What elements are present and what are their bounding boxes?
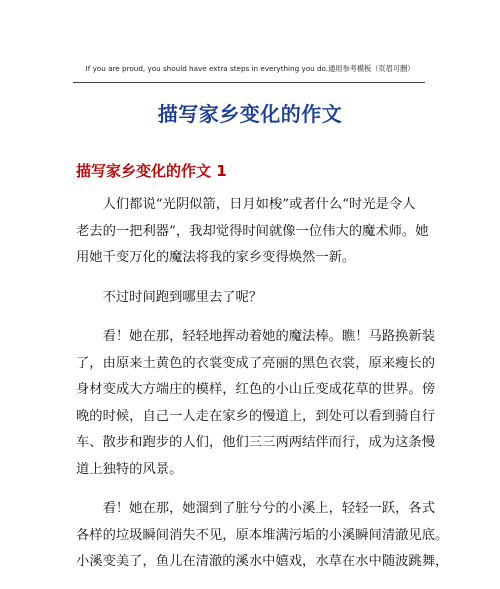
text-line: 看！她在那，轻轻地挥动着她的魔法棒。瞧！马路换新装 [102,329,436,344]
text-line: 车、散步和跑步的人们，他们三三两两结伴而行，成为这条慢 [76,435,436,450]
body-text [76,192,449,589]
paragraph-3 [76,324,436,483]
page-header: If you are proud, you should have extra steps in everything you do.通用参考模板（页眉可删） [85,64,415,73]
document-title: 描写家乡变化的作文 [157,102,343,126]
text-line: 道上独特的风景。 [76,461,183,477]
text-line: 不过时间跑到哪里去了呢？ [102,289,263,305]
text-line: 老去的一把利器”，我却觉得时间就像一位伟大的魔术师。她 [76,223,429,239]
text-line: 人们都说“光阴似箭，日月如梭”或者什么“时光是令人 [102,197,416,212]
header-divider [73,82,425,83]
paragraph-2 [76,285,432,312]
paragraph-1 [76,192,432,272]
text-line: 看！她在那，她溜到了脏兮兮的小溪上，轻轻一跃，各式 [102,501,436,516]
paragraph-4 [76,496,449,576]
text-line: 用她千变万化的魔法将我的家乡变得焕然一新。 [76,250,356,265]
text-line: 小溪变美了，鱼儿在清澈的溪水中嬉戏，水草在水中随波跳舞， [76,554,449,569]
text-line: 了，由原来土黄色的衣裳变成了亮丽的黑色衣裳，原来瘦长的 [76,355,436,371]
text-line: 晚的时候，自己一人走在家乡的慢道上，到处可以看到骑自行 [76,408,436,424]
text-line: 各样的垃圾瞬间消失不见，原本堆满污垢的小溪瞬间清澈见底。 [76,527,449,543]
text-line: 身材变成大方端庄的模样，红色的小山丘变成花草的世界。傍 [76,382,436,397]
section-heading: 描写家乡变化的作文 1 [76,162,227,180]
